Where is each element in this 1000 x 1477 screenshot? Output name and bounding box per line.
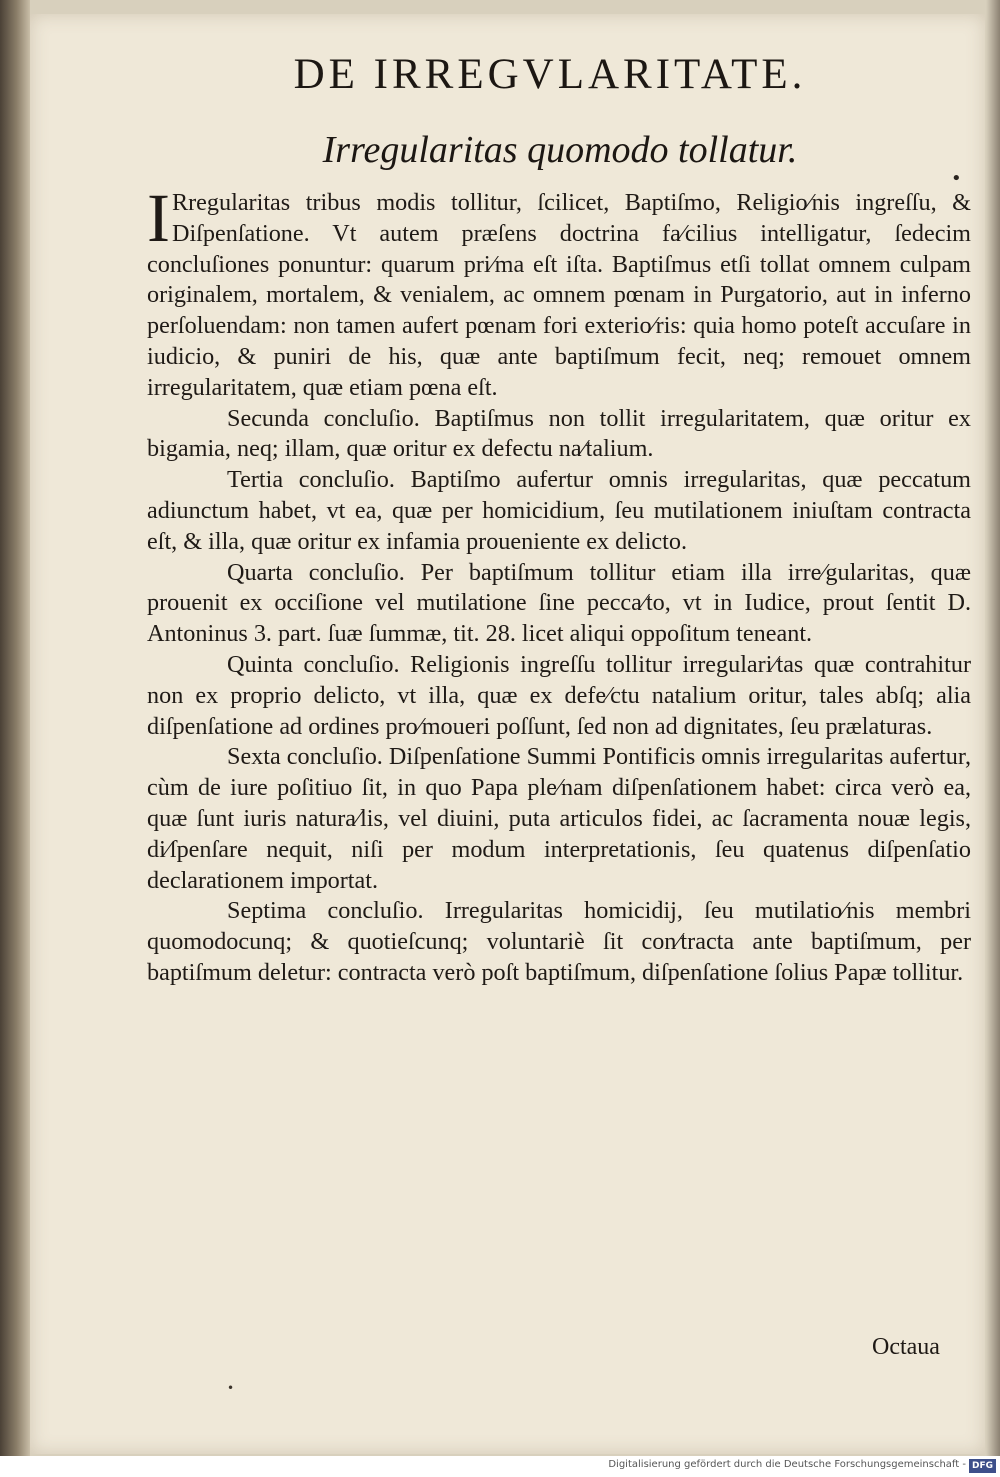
dropcap-letter: I — [147, 180, 170, 256]
paragraph-2: Secunda concluſio. Baptiſmus non tollit irregularitatem, quæ oritur ex bigamia, neq; illam, quæ oritur ex defectu na⁄talium. — [147, 404, 971, 463]
catchword: Octaua — [872, 1334, 940, 1360]
footer-bar — [0, 1456, 1000, 1477]
footer-credit-text: Digitalisierung gefördert durch die Deutsche Forschungsgemeinschaft - — [608, 1459, 966, 1470]
paragraph-7: Septima concluſio. Irregularitas homicidij, ſeu mutilatio⁄nis membri quomodocunq; & quotieſcunq; voluntariè ſit con⁄tracta ante baptiſmum, per baptiſmum deletur: contracta verò poſt baptiſmum, diſpenſatione ſolius Papæ tollitur. — [147, 897, 971, 986]
paragraph-4: Quarta concluſio. Per baptiſmum tollitur etiam illa irre⁄gularitas, quæ prouenit ex occiſione vel mutilatione ſine pecca⁄to, vt in Iudice, prout ſentit D. Antoninus 3. part. ſuæ ſummæ, tit. 28. licet aliqui oppoſitum teneant. — [147, 558, 971, 648]
ornament-mark: • — [951, 168, 962, 189]
paragraph-5: Quinta concluſio. Religionis ingreſſu tollitur irregulari⁄tas quæ contrahitur non ex proprio delicto, vt illa, quæ ex defe⁄ctu natalium oritur, tales abſq; alia diſpenſatione ad ordines pro⁄moueri poſſunt, ſed non ad dignitates, ſeu prælaturas. — [147, 650, 971, 740]
page-right-edge — [986, 0, 1000, 1456]
paragraph-1-text: Rregularitas tribus modis tollitur, ſcilicet, Baptiſmo, Religio⁄nis ingreſſu, & Diſpenſatione. Vt autem præſens doctrina fa⁄cilius intelligatur, ſedecim concluſiones ponuntur: quarum pri⁄ma eſt iſta. Baptiſmus etſi tollat omnem culpam originalem, mortalem, & venialem, ac omnem pœnam in Purgatorio, aut in inferno perſoluendam: non tamen aufert pœnam fori exterio⁄ris: quia homo poteſt accuſare in iudicio, & puniri de his, quæ ante baptiſmum fecit, neq; remouet omnem irregularitatem, quæ etiam pœna eſt. — [147, 189, 971, 401]
page-header-title: DE IRREGVLARITATE. — [293, 51, 807, 98]
body-text — [147, 180, 971, 989]
page-speck: • — [227, 1381, 235, 1395]
book-spine-edge — [0, 0, 30, 1456]
paragraph-1 — [147, 180, 971, 404]
paragraph-6: Sexta concluſio. Diſpenſatione Summi Pontificis omnis irregularitas aufertur, cùm de iure poſitiuo ſit, in quo Papa ple⁄nam diſpenſationem habet: circa verò ea, quæ ſunt iuris natura⁄lis, vel diuini, puta articulos fidei, ac ſacramenta nouæ legis, di⁄ſpenſare nequit, niſi per modum interpretationis, ſeu quatenus diſpenſatio declarationem importat. — [147, 743, 971, 894]
dfg-logo-icon: DFG — [969, 1459, 996, 1473]
section-subtitle: Irregularitas quomodo tollatur. — [322, 129, 798, 171]
paragraph-3: Tertia concluſio. Baptiſmo aufertur omnis irregularitas, quæ peccatum adiunctum habet, vt ea, quæ per homicidium, ſeu mutilationem iniuſtam contracta eſt, & illa, quæ oritur ex infamia proueniente ex delicto. — [147, 466, 971, 555]
